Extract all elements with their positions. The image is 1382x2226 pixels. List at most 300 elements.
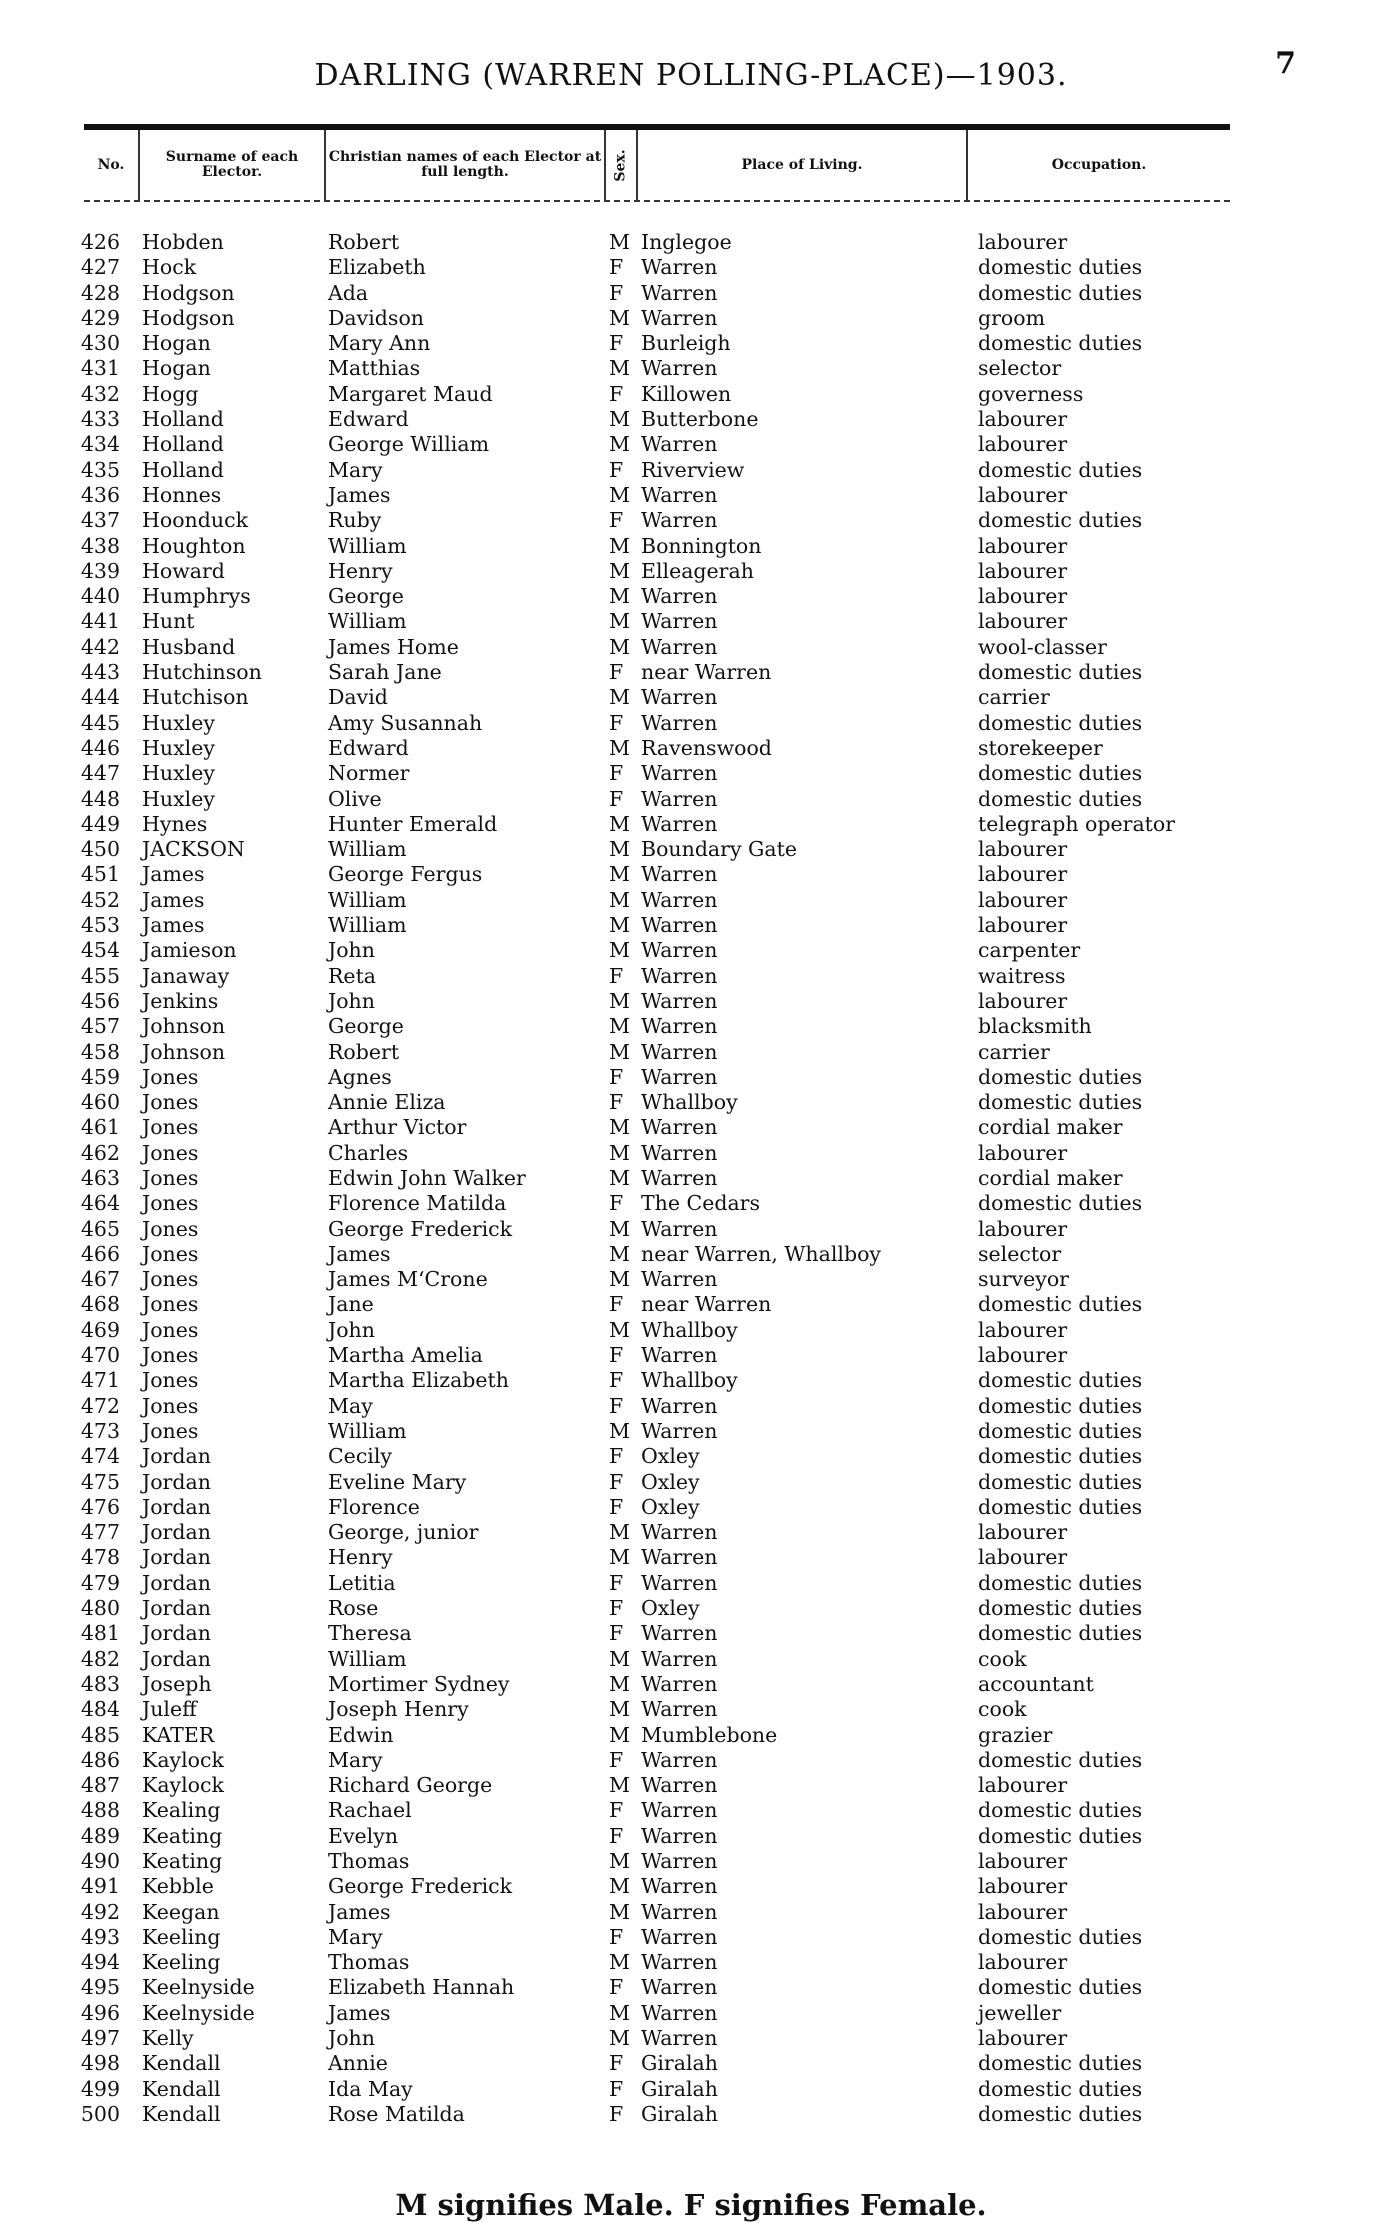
cell-surname: Jenkins [142, 988, 219, 1013]
cell-place-of-living: Warren [641, 2026, 718, 2051]
cell-no: 437 [80, 508, 120, 533]
cell-occupation: domestic duties [978, 457, 1143, 482]
cell-christian-names: Robert [328, 230, 400, 254]
cell-sex: F [609, 508, 624, 533]
table-row [0, 2102, 1382, 2127]
cell-surname: Johnson [142, 1014, 226, 1039]
cell-surname: James [142, 913, 205, 938]
cell-christian-names: Edwin [328, 1722, 394, 1747]
cell-occupation: groom [978, 305, 1046, 330]
cell-place-of-living: Warren [641, 938, 718, 963]
cell-sex: F [609, 963, 624, 988]
cell-occupation: labourer [978, 837, 1068, 862]
cell-christian-names: Sarah Jane [328, 660, 442, 685]
cell-sex: M [609, 634, 630, 659]
cell-sex: M [609, 2000, 630, 2025]
cell-surname: Kebble [142, 1874, 214, 1899]
header-christian-names: Christian names of each Elector at full length. [326, 130, 606, 200]
table-row [0, 1115, 1382, 1140]
cell-no: 498 [80, 2051, 120, 2076]
cell-christian-names: Davidson [328, 305, 424, 330]
cell-occupation: labourer [978, 988, 1068, 1013]
cell-christian-names: George [328, 584, 404, 609]
page-title: DARLING (WARREN POLLING-PLACE)—1903. [314, 58, 1068, 93]
cell-sex: M [609, 1115, 630, 1140]
cell-place-of-living: Warren [641, 1545, 718, 1570]
cell-place-of-living: Warren [641, 1064, 718, 1089]
cell-christian-names: Mary [328, 1747, 383, 1772]
cell-place-of-living: Warren [641, 508, 718, 533]
cell-surname: Jones [142, 1115, 199, 1140]
cell-occupation: grazier [978, 1722, 1053, 1747]
cell-surname: Joseph [142, 1671, 212, 1696]
table-row [0, 1166, 1382, 1191]
cell-occupation: domestic duties [978, 1444, 1143, 1469]
cell-no: 439 [80, 558, 120, 583]
cell-surname: Jordan [142, 1494, 211, 1519]
table-row [0, 1343, 1382, 1368]
cell-sex: M [609, 356, 630, 381]
table-row [0, 964, 1382, 989]
cell-occupation: domestic duties [978, 1621, 1143, 1646]
cell-place-of-living: The Cedars [641, 1191, 761, 1216]
cell-no: 474 [80, 1444, 120, 1469]
cell-sex: M [609, 913, 630, 938]
cell-sex: M [609, 1317, 630, 1342]
cell-sex: M [609, 305, 630, 330]
table-row [0, 1697, 1382, 1722]
cell-sex: F [609, 1469, 624, 1494]
header-no: No. [84, 130, 140, 200]
cell-occupation: selector [978, 356, 1062, 381]
cell-occupation: labourer [978, 1874, 1068, 1899]
cell-no: 434 [80, 432, 120, 457]
cell-place-of-living: Warren [641, 1798, 718, 1823]
cell-no: 496 [80, 2000, 120, 2025]
cell-occupation: labourer [978, 230, 1068, 254]
cell-occupation: domestic duties [978, 761, 1143, 786]
cell-no: 497 [80, 2026, 120, 2051]
cell-sex: F [609, 2076, 624, 2101]
cell-place-of-living: near Warren, Whallboy [641, 1241, 882, 1266]
cell-christian-names: Florence [328, 1494, 420, 1519]
cell-sex: M [609, 2026, 630, 2051]
cell-sex: F [609, 710, 624, 735]
cell-occupation: labourer [978, 609, 1068, 634]
cell-occupation: labourer [978, 407, 1068, 432]
cell-place-of-living: Warren [641, 685, 718, 710]
cell-sex: M [609, 1950, 630, 1975]
cell-christian-names: Martha Amelia [328, 1343, 483, 1368]
cell-surname: Kaylock [142, 1747, 224, 1772]
cell-surname: Humphrys [142, 584, 251, 609]
cell-sex: F [609, 1393, 624, 1418]
header-place-of-living: Place of Living. [638, 130, 968, 200]
table-row [0, 1014, 1382, 1039]
table-row [0, 1900, 1382, 1925]
table-row [0, 1292, 1382, 1317]
cell-place-of-living: Warren [641, 1570, 718, 1595]
cell-place-of-living: Warren [641, 1849, 718, 1873]
cell-christian-names: Agnes [328, 1064, 392, 1089]
cell-place-of-living: Warren [641, 356, 718, 381]
cell-no: 470 [80, 1343, 120, 1368]
cell-christian-names: Matthias [328, 356, 421, 381]
cell-occupation: domestic duties [978, 1064, 1143, 1089]
cell-surname: Kendall [142, 2076, 221, 2101]
cell-no: 461 [80, 1115, 120, 1140]
cell-surname: Jordan [142, 1596, 211, 1621]
table-row [0, 1520, 1382, 1545]
cell-surname: Howard [142, 558, 225, 583]
cell-place-of-living: Giralah [641, 2051, 718, 2076]
cell-occupation: cook [978, 1697, 1027, 1722]
cell-no: 493 [80, 1924, 120, 1949]
cell-place-of-living: near Warren [641, 660, 772, 685]
table-row [0, 1191, 1382, 1216]
cell-christian-names: Thomas [328, 1950, 410, 1975]
cell-sex: F [609, 761, 624, 786]
cell-surname: Jones [142, 1393, 199, 1418]
cell-surname: Huxley [142, 786, 215, 811]
cell-occupation: domestic duties [978, 1191, 1143, 1216]
cell-sex: M [609, 1267, 630, 1292]
table-row [0, 255, 1382, 280]
cell-surname: Kealing [142, 1798, 221, 1823]
cell-no: 488 [80, 1798, 120, 1823]
cell-surname: Houghton [142, 533, 246, 558]
cell-no: 494 [80, 1950, 120, 1975]
cell-occupation: domestic duties [978, 2101, 1143, 2126]
cell-occupation: domestic duties [978, 1924, 1143, 1949]
table-row [0, 382, 1382, 407]
header-sex [606, 130, 638, 200]
cell-surname: Jones [142, 1090, 199, 1115]
cell-christian-names: John [328, 1317, 375, 1342]
table-row [0, 660, 1382, 685]
cell-surname: Keating [142, 1823, 223, 1848]
table-row [0, 761, 1382, 786]
cell-surname: Keeling [142, 1924, 221, 1949]
cell-place-of-living: Warren [641, 1039, 718, 1064]
cell-place-of-living: Warren [641, 609, 718, 634]
cell-no: 490 [80, 1849, 120, 1873]
cell-sex: M [609, 811, 630, 836]
cell-surname: Kendall [142, 2101, 221, 2126]
cell-place-of-living: Warren [641, 1418, 718, 1443]
cell-place-of-living: Inglegoe [641, 230, 732, 254]
cell-place-of-living: Warren [641, 1773, 718, 1798]
cell-christian-names: James [328, 482, 391, 507]
cell-sex: F [609, 1924, 624, 1949]
cell-occupation: labourer [978, 533, 1068, 558]
cell-sex: M [609, 1216, 630, 1241]
cell-no: 447 [80, 761, 120, 786]
cell-occupation: accountant [978, 1671, 1094, 1696]
table-row [0, 1368, 1382, 1393]
cell-place-of-living: Warren [641, 1216, 718, 1241]
cell-sex: M [609, 1722, 630, 1747]
cell-surname: Hunt [142, 609, 195, 634]
cell-sex: M [609, 1899, 630, 1924]
cell-occupation: selector [978, 1241, 1062, 1266]
cell-christian-names: David [328, 685, 388, 710]
cell-place-of-living: Warren [641, 1924, 718, 1949]
cell-christian-names: Amy Susannah [328, 710, 483, 735]
cell-occupation: labourer [978, 432, 1068, 457]
table-row [0, 230, 1382, 255]
cell-no: 489 [80, 1823, 120, 1848]
table-row [0, 407, 1382, 432]
cell-christian-names: James M‘Crone [328, 1267, 488, 1292]
cell-place-of-living: Warren [641, 584, 718, 609]
cell-christian-names: William [328, 837, 407, 862]
cell-occupation: storekeeper [978, 735, 1103, 760]
cell-occupation: labourer [978, 1520, 1068, 1545]
cell-sex: M [609, 609, 630, 634]
cell-place-of-living: Whallboy [641, 1090, 738, 1115]
cell-occupation: domestic duties [978, 508, 1143, 533]
cell-sex: M [609, 1165, 630, 1190]
cell-surname: Hogan [142, 331, 211, 356]
cell-no: 476 [80, 1494, 120, 1519]
table-row [0, 483, 1382, 508]
cell-sex: F [609, 1975, 624, 2000]
cell-occupation: domestic duties [978, 1747, 1143, 1772]
cell-sex: M [609, 1545, 630, 1570]
cell-surname: Jones [142, 1343, 199, 1368]
cell-christian-names: John [328, 938, 375, 963]
cell-sex: F [609, 786, 624, 811]
cell-christian-names: Elizabeth [328, 255, 426, 280]
cell-no: 486 [80, 1747, 120, 1772]
cell-no: 440 [80, 584, 120, 609]
cell-place-of-living: Warren [641, 963, 718, 988]
cell-place-of-living: Boundary Gate [641, 837, 798, 862]
cell-place-of-living: Warren [641, 862, 718, 887]
cell-christian-names: William [328, 1646, 407, 1671]
cell-surname: Hogg [142, 381, 199, 406]
cell-sex: M [609, 1241, 630, 1266]
cell-no: 469 [80, 1317, 120, 1342]
cell-no: 450 [80, 837, 120, 862]
table-row [0, 1723, 1382, 1748]
table-row [0, 534, 1382, 559]
cell-surname: Holland [142, 457, 224, 482]
table-row [0, 685, 1382, 710]
cell-no: 456 [80, 988, 120, 1013]
table-row [0, 837, 1382, 862]
cell-sex: M [609, 1039, 630, 1064]
cell-place-of-living: Warren [641, 1267, 718, 1292]
cell-sex: F [609, 660, 624, 685]
cell-no: 431 [80, 356, 120, 381]
table-row [0, 1621, 1382, 1646]
cell-place-of-living: Warren [641, 1520, 718, 1545]
table-row [0, 331, 1382, 356]
cell-surname: Keelnyside [142, 2000, 255, 2025]
cell-no: 451 [80, 862, 120, 887]
cell-place-of-living: Oxley [641, 1469, 700, 1494]
cell-no: 475 [80, 1469, 120, 1494]
cell-surname: Husband [142, 634, 236, 659]
cell-no: 433 [80, 407, 120, 432]
cell-christian-names: William [328, 533, 407, 558]
cell-occupation: labourer [978, 1899, 1068, 1924]
cell-place-of-living: Warren [641, 1140, 718, 1165]
cell-no: 453 [80, 913, 120, 938]
cell-sex: M [609, 1773, 630, 1798]
cell-sex: M [609, 230, 630, 254]
cell-occupation: labourer [978, 1343, 1068, 1368]
table-row [0, 1571, 1382, 1596]
cell-place-of-living: Warren [641, 280, 718, 305]
cell-place-of-living: Warren [641, 1115, 718, 1140]
cell-sex: M [609, 533, 630, 558]
cell-no: 495 [80, 1975, 120, 2000]
cell-christian-names: Martha Elizabeth [328, 1368, 509, 1393]
cell-christian-names: Rachael [328, 1798, 412, 1823]
cell-christian-names: Annie Eliza [328, 1090, 446, 1115]
cell-christian-names: Ida May [328, 2076, 413, 2101]
cell-no: 481 [80, 1621, 120, 1646]
cell-no: 487 [80, 1773, 120, 1798]
table-row [0, 584, 1382, 609]
cell-sex: F [609, 1368, 624, 1393]
table-row [0, 1950, 1382, 1975]
cell-christian-names: Henry [328, 1545, 393, 1570]
cell-occupation: domestic duties [978, 1469, 1143, 1494]
cell-christian-names: James [328, 1899, 391, 1924]
cell-surname: Jones [142, 1418, 199, 1443]
cell-no: 480 [80, 1596, 120, 1621]
cell-christian-names: Edward [328, 735, 409, 760]
cell-surname: KATER [142, 1722, 215, 1747]
cell-no: 454 [80, 938, 120, 963]
cell-occupation: cordial maker [978, 1115, 1123, 1140]
cell-christian-names: Ada [328, 280, 369, 305]
cell-place-of-living: Warren [641, 1621, 718, 1646]
table-row [0, 306, 1382, 331]
cell-occupation: surveyor [978, 1267, 1069, 1292]
cell-sex: M [609, 887, 630, 912]
cell-sex: F [609, 1823, 624, 1848]
cell-surname: Jordan [142, 1646, 211, 1671]
table-row [0, 635, 1382, 660]
table-row [0, 1849, 1382, 1874]
cell-no: 485 [80, 1722, 120, 1747]
cell-sex: F [609, 280, 624, 305]
cell-christian-names: Edward [328, 407, 409, 432]
cell-surname: Jones [142, 1267, 199, 1292]
cell-place-of-living: Burleigh [641, 331, 731, 356]
cell-christian-names: Ruby [328, 508, 382, 533]
cell-no: 436 [80, 482, 120, 507]
header-surname: Surname of each Elector. [140, 130, 326, 200]
cell-occupation: labourer [978, 2026, 1068, 2051]
cell-christian-names: John [328, 2026, 375, 2051]
cell-place-of-living: Warren [641, 887, 718, 912]
cell-surname: Huxley [142, 761, 215, 786]
cell-no: 477 [80, 1520, 120, 1545]
table-row [0, 1040, 1382, 1065]
cell-sex: F [609, 331, 624, 356]
cell-surname: Huxley [142, 735, 215, 760]
cell-christian-names: George Frederick [328, 1874, 513, 1899]
table-row [0, 1267, 1382, 1292]
cell-surname: Jones [142, 1292, 199, 1317]
table-row [0, 1798, 1382, 1823]
cell-place-of-living: Giralah [641, 2101, 718, 2126]
cell-sex: F [609, 255, 624, 280]
cell-place-of-living: Warren [641, 710, 718, 735]
cell-sex: F [609, 1444, 624, 1469]
cell-occupation: labourer [978, 1140, 1068, 1165]
cell-occupation: carpenter [978, 938, 1081, 963]
cell-christian-names: George Fergus [328, 862, 483, 887]
cell-no: 429 [80, 305, 120, 330]
cell-sex: F [609, 1596, 624, 1621]
cell-no: 466 [80, 1241, 120, 1266]
cell-no: 479 [80, 1570, 120, 1595]
cell-surname: Jones [142, 1216, 199, 1241]
cell-occupation: domestic duties [978, 786, 1143, 811]
cell-sex: M [609, 1418, 630, 1443]
cell-christian-names: Florence Matilda [328, 1191, 507, 1216]
table-row [0, 2051, 1382, 2076]
cell-no: 457 [80, 1014, 120, 1039]
cell-christian-names: William [328, 913, 407, 938]
cell-occupation: domestic duties [978, 1823, 1143, 1848]
cell-sex: M [609, 1520, 630, 1545]
cell-no: 438 [80, 533, 120, 558]
cell-sex: M [609, 1646, 630, 1671]
cell-place-of-living: Bonnington [641, 533, 762, 558]
table-row [0, 888, 1382, 913]
cell-no: 499 [80, 2076, 120, 2101]
cell-no: 443 [80, 660, 120, 685]
cell-occupation: domestic duties [978, 1570, 1143, 1595]
cell-surname: Keating [142, 1849, 223, 1873]
header-occupation: Occupation. [1051, 156, 1147, 173]
cell-no: 500 [80, 2101, 120, 2126]
cell-surname: Hobden [142, 230, 224, 254]
cell-surname: Jones [142, 1140, 199, 1165]
cell-christian-names: Letitia [328, 1570, 396, 1595]
cell-surname: Hynes [142, 811, 208, 836]
cell-christian-names: Henry [328, 558, 393, 583]
cell-no: 446 [80, 735, 120, 760]
table-row [0, 711, 1382, 736]
cell-surname: Jordan [142, 1570, 211, 1595]
cell-no: 483 [80, 1671, 120, 1696]
cell-occupation: domestic duties [978, 660, 1143, 685]
table-row [0, 1444, 1382, 1469]
cell-surname: Jordan [142, 1545, 211, 1570]
cell-occupation: jeweller [978, 2000, 1062, 2025]
cell-christian-names: Rose Matilda [328, 2101, 465, 2126]
table-row [0, 1419, 1382, 1444]
cell-sex: M [609, 988, 630, 1013]
cell-surname: Jones [142, 1368, 199, 1393]
cell-no: 484 [80, 1697, 120, 1722]
cell-occupation: labourer [978, 558, 1068, 583]
cell-place-of-living: Warren [641, 255, 718, 280]
cell-occupation: labourer [978, 482, 1068, 507]
cell-place-of-living: Warren [641, 305, 718, 330]
cell-christian-names: Evelyn [328, 1823, 399, 1848]
cell-no: 426 [80, 230, 120, 254]
